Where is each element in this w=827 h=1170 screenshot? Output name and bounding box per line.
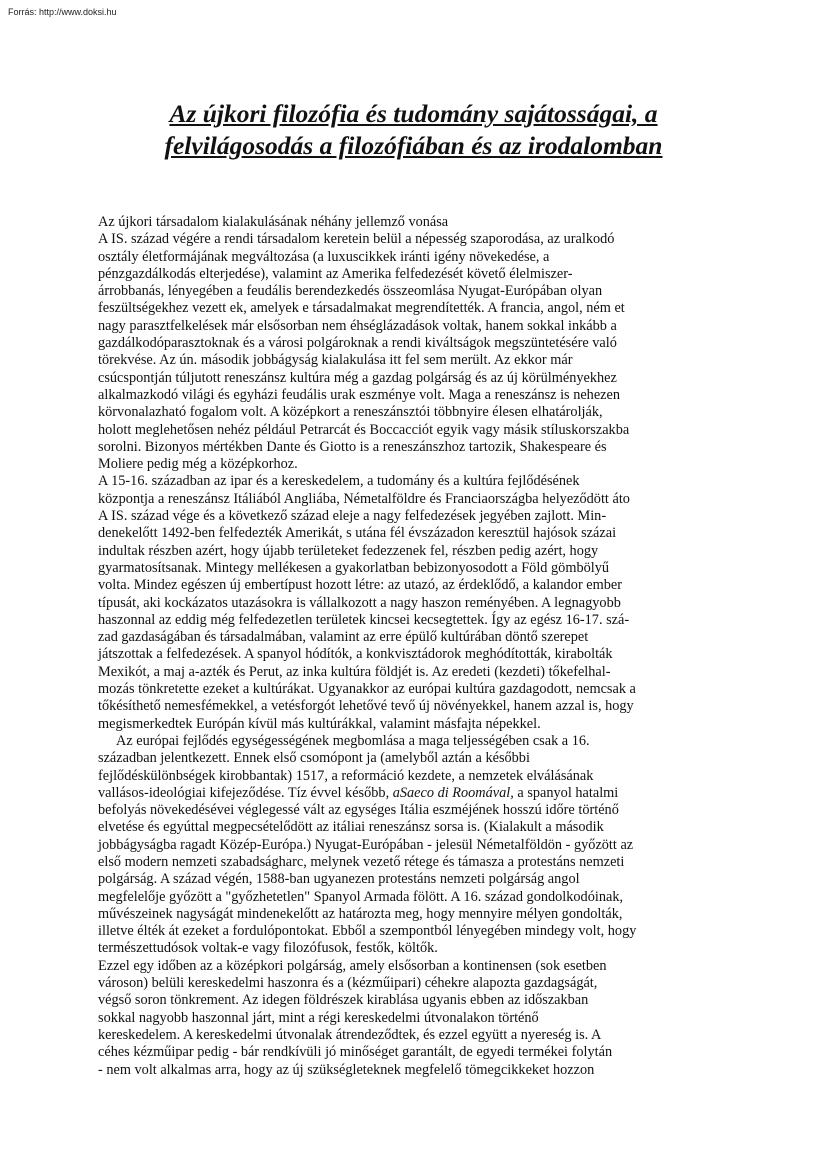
text-line: pénzgazdálkodás elterjedése), valamint az Amerika felfedezését követő élelmiszer- (98, 265, 573, 282)
text-line: jobbágyságba ragadt Közép-Európa.) Nyugat-Európában - jelesül Németalföldön - győzött az (98, 836, 634, 853)
text-line: A 15-16. században az ipar és a kereskedelem, a tudomány és a kultúra fejlődésének (98, 473, 580, 490)
italic-title: aSaeco di Roomával, (392, 784, 514, 801)
text-line: zad gazdaságában és társadalmában, valamint az erre épülő kultúrában döntő szerepet (98, 629, 589, 646)
text-line: megismerkedtek Európán kívül más kultúrákkal, valamint másfajta népekkel. (98, 715, 541, 732)
text-line: osztály életformájának megváltozása (a luxuscikkek iránti igény növekedése, a (98, 248, 550, 265)
text-line: természettudósok voltak-e vagy filozófusok, festők, költők. (98, 940, 438, 957)
text-line: céhes kézműipar pedig - bár rendkívüli jó minőséget garantált, de egyedi termékei folytán (98, 1044, 613, 1061)
text-line: városon) belüli kereskedelmi haszonra és a (kézműipari) céhekre alapozta gazdagságát, (98, 975, 598, 992)
title-line-1: Az újkori filozófia és tudomány sajátosságai, a (169, 99, 658, 128)
text-line: feszültségekhez vezett ek, amelyek e társadalmakat megrendítették. A francia, angol, ném et (98, 300, 625, 317)
section-heading: Az újkori társadalom kialakulásának néhány jellemző vonása (98, 214, 449, 230)
text-line (98, 785, 738, 802)
text-line: játszottak a felfedezések. A spanyol hódítók, a konkvisztádorok meghódították, kirabolták (98, 646, 613, 663)
text-line: A IS. század végére a rendi társadalom keretein belül a népesség szaporodása, az uralkodó (98, 231, 615, 248)
text-line: Az európai fejlődés egységességének megbomlása a maga teljességében csak a 16. (116, 732, 590, 749)
text-line: holott meglehetősen nehéz például Petrarcát és Boccacciót egyik vagy másik stíluskorszakba (98, 421, 630, 438)
text-line: - nem volt alkalmas arra, hogy az új szükségleteknek megfelelő tömegcikkeket hozzon (98, 1061, 595, 1078)
text-line: polgárság. A század végén, 1588-ban ugyanezen protestáns nemzeti polgárság angol (98, 871, 580, 888)
title-line-2: felvilágosodás a filozófiában és az irodalomban (164, 131, 663, 160)
text-line: sokkal nagyobb haszonnal járt, mint a régi kereskedelmi útvonalakon történő (98, 1009, 539, 1026)
text-line: gazdálkodóparasztoknak és a városi polgároknak a rendi kiváltságok megszüntetésére való (98, 335, 617, 352)
text-line: sorolni. Bizonyos mértékben Dante és Giotto is a reneszánszhoz tartozik, Shakespeare és (98, 438, 607, 455)
text-line: körvonalazható fogalom volt. A középkort a reneszánsztói többnyire élesen elhatárolják, (98, 404, 603, 421)
text-line: században jelentkezett. Ennek első csomópont ja (amelyből aztán a későbbi (98, 750, 530, 767)
text-line: árrobbanás, lényegében a feudális berendezkedés összeomlása Nyugat-Európában olyan (98, 283, 603, 300)
text-line: fejlődéskülönbségek kirobbantak) 1517, a reformáció kezdete, a nemzetek elválásának (98, 767, 594, 784)
text-line: gyarmatosítsanak. Mintegy mellékesen a gyakorlatban bebizonyosodott a Föld gömbölyű (98, 559, 610, 576)
text-line: típusát, aki kockázatos utazásokra is vállalkozott a nagy haszon reményében. A legnagyobb (98, 594, 621, 611)
text-line: A IS. század vége és a következő század eleje a nagy felfedezések jegyében zajlott. Min- (98, 508, 607, 525)
text-line: Moliere pedig még a középkorhoz. (98, 456, 298, 473)
text-line: csúcspontján túljutott reneszánsz kultúra még a gazdag polgárság és az új körülményekhez (98, 369, 617, 386)
text-line: illetve élték át ezeket a fordulópontokat. Ebből a szempontból lényegében mindegy volt, hogy (98, 923, 637, 940)
text-line: művészeinek nagyságát mindenekelőtt az határozta meg, hogy mennyire mélyen gondolták, (98, 905, 623, 922)
text-line: volta. Mindez egészen új embertípust hozott létre: az utazó, az érdeklődő, a kalandor ember (98, 577, 623, 594)
text-line: mozás tönkretette ezeket a kultúrákat. Ugyanakkor az európai kultúra gazdagodott, nemcsak a (98, 681, 636, 698)
text-line: végső soron tönkrement. Az idegen földrészek kirablása ugyanis ebben az időszakban (98, 992, 589, 1009)
text-line: Mexikót, a maj a-azték és Perut, az inka kultúra földjét is. Az eredeti (kezdeti) tőkefelhal- (98, 663, 611, 680)
text-line: Ezzel egy időben az a középkori polgárság, amely elsősorban a kontinensen (sok esetben (98, 957, 607, 974)
text-line: nagy parasztfelkelések már elsősorban nem éhséglázadások voltak, hanem sokkal inkább a (98, 317, 617, 334)
source-note: Forrás: http://www.doksi.hu (8, 7, 117, 17)
body-text (98, 214, 738, 1079)
text-line: kereskedelem. A kereskedelmi útvonalak átrendeződtek, és ezzel együtt a nyereség is. A (98, 1026, 602, 1043)
text-line: megfelelője győzött a "győzhetetlen" Spanyol Armada fölött. A 16. század gondolkodóinak, (98, 888, 624, 905)
text-line: törekvése. Az ún. második jobbágyság kialakulása itt fel sem merült. Az ekkor már (98, 352, 573, 369)
text-line: haszonnal az eddig még felfedezetlen területek kincsei kecsegtettek. Így az egész 16-17. szá- (98, 611, 630, 628)
text-line: denekelőtt 1492-ben felfedezték Amerikát, s utána fél évszázadon keresztül hajósok százai (98, 525, 617, 542)
text-line: indultak részben azért, hogy újabb területeket fedezzenek fel, részben pedig azért, hogy (98, 542, 599, 559)
text-line: első modern nemzeti szabadságharc, melynek vezető rétege és támasza a protestáns nemzeti (98, 853, 625, 870)
text-line: elvetése és egyúttal megpecsételődött az itáliai reneszánsz sorsa is. (Kialakult a második (98, 819, 604, 836)
text-line: tőkésíthető nemesfémekkel, a vetésforgót lehetővé tevő új növényekkel, hanem azzal is, hogy (98, 698, 634, 715)
text-line: központja a reneszánsz Itáliából Angliába, Németalföldre és Franciaországba helyeződött áto (98, 490, 630, 507)
text-fragment: vallásos-ideológiai kifejeződése. Tíz évvel később, (98, 784, 390, 801)
text-line: alkalmazkodó világi és egyházi feudális urak eszménye volt. Maga a reneszánsz is nehezen (98, 386, 621, 403)
page-title (60, 98, 767, 162)
text-line: befolyás növekedésévei véglegessé vált az egységes Itália eszméjének hosszú időre történő (98, 802, 619, 819)
text-fragment: a spanyol hatalmi (517, 784, 619, 801)
